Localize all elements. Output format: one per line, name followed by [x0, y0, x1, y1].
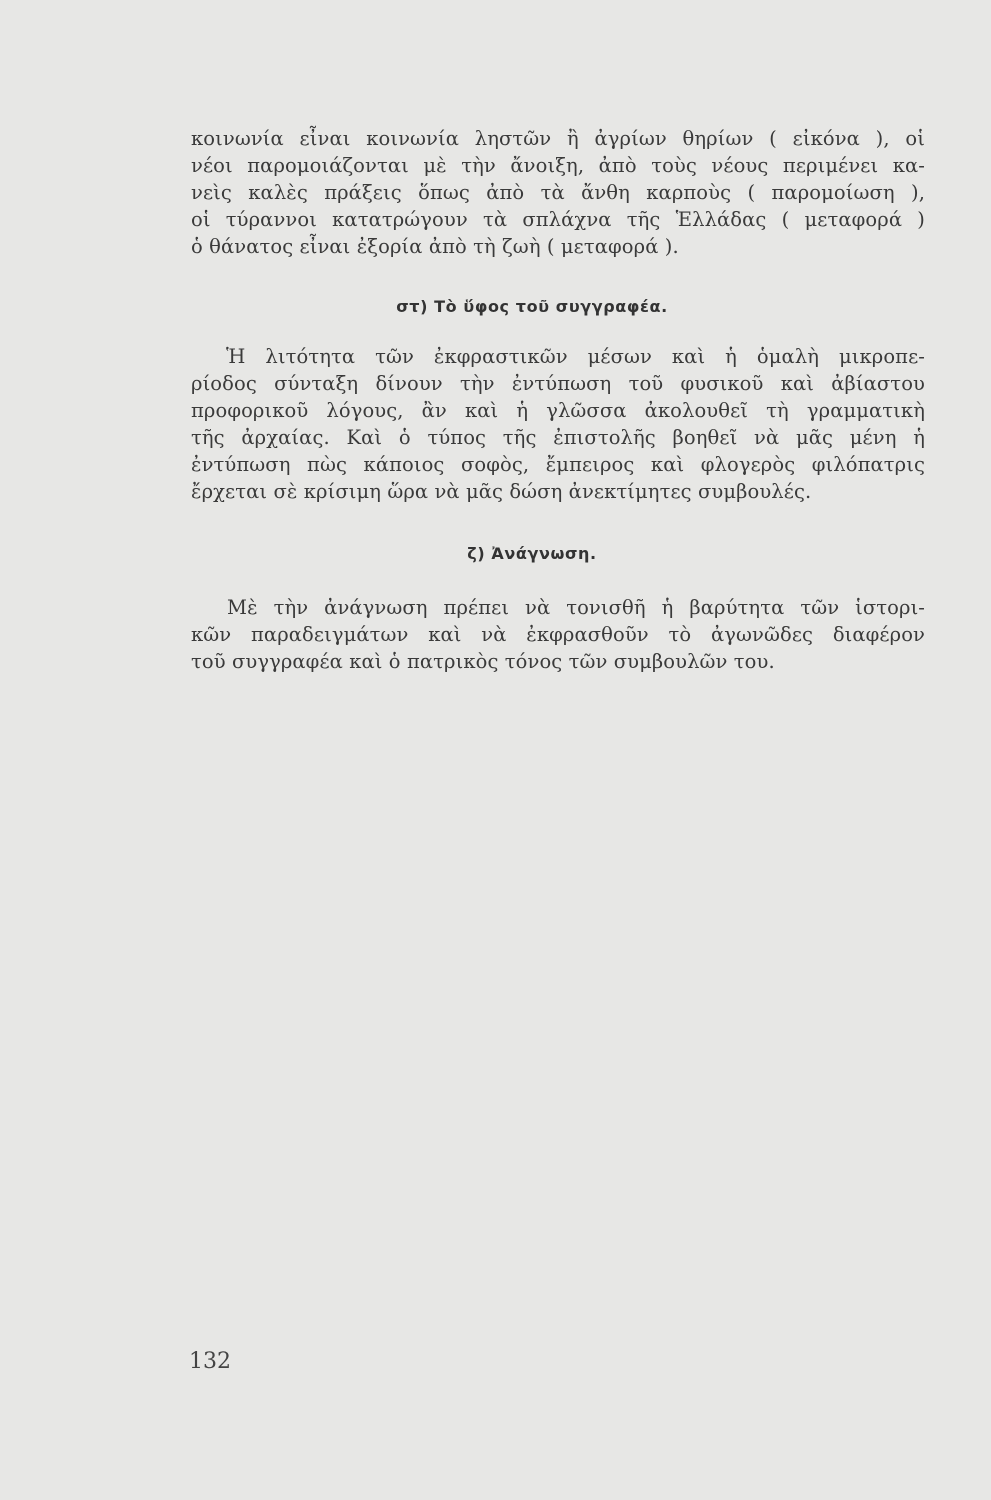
page-number: 132	[189, 1349, 231, 1374]
text-line: προφορικοῦ λόγους, ἂν καὶ ἡ γλῶσσα ἀκολουθεῖ τὴ γραμματικὴ	[191, 399, 925, 422]
text-line: Ἡ λιτότητα τῶν ἐκφραστικῶν μέσων καὶ ἡ ὁμαλὴ μικροπε-	[226, 345, 925, 368]
text-line: κοινωνία εἶναι κοινωνία ληστῶν ἢ ἀγρίων θηρίων ( εἰκόνα ), οἱ	[191, 127, 925, 150]
text-line: νέοι παρομοιάζονται μὲ τὴν ἄνοιξη, ἀπὸ τοὺς νέους περιμένει κα-	[191, 154, 925, 177]
text-line: τοῦ συγγραφέα καὶ ὁ πατρικὸς τόνος τῶν συμβουλῶν του.	[191, 650, 775, 673]
text-line: ἔρχεται σὲ κρίσιμη ὥρα νὰ μᾶς δώση ἀνεκτίμητες συμβουλές.	[191, 480, 812, 503]
text-line: νεὶς καλὲς πράξεις ὅπως ἀπὸ τὰ ἄνθη καρποὺς ( παρομοίωση ),	[191, 181, 925, 204]
paragraph-3	[191, 594, 925, 675]
text-line: ἐντύπωση πὼς κάποιος σοφὸς, ἔμπειρος καὶ φλογερὸς φιλόπατρις	[191, 453, 925, 476]
paragraph-1	[191, 125, 925, 260]
text-line: κῶν παραδειγμάτων καὶ νὰ ἐκφρασθοῦν τὸ ἀγωνῶδες διαφέρον	[191, 623, 925, 646]
section-heading-reading: ζ) Ἀνάγνωση.	[467, 544, 597, 563]
text-line: ρίοδος σύνταξη δίνουν τὴν ἐντύπωση τοῦ φυσικοῦ καὶ ἀβίαστου	[191, 372, 925, 395]
text-line: τῆς ἀρχαίας. Καὶ ὁ τύπος τῆς ἐπιστολῆς βοηθεῖ νὰ μᾶς μένη ἡ	[191, 426, 925, 449]
paragraph-2	[191, 343, 925, 505]
text-line: οἱ τύραννοι κατατρώγουν τὰ σπλάχνα τῆς Ἑλλάδας ( μεταφορά )	[191, 208, 925, 231]
section-heading-style: στ) Τὸ ὕφος τοῦ συγγραφέα.	[396, 297, 668, 316]
text-line: ὁ θάνατος εἶναι ἐξορία ἀπὸ τὴ ζωὴ ( μεταφορά ).	[191, 235, 679, 258]
text-line: Μὲ τὴν ἀνάγνωση πρέπει νὰ τονισθῆ ἡ βαρύτητα τῶν ἱστορι-	[227, 596, 925, 619]
